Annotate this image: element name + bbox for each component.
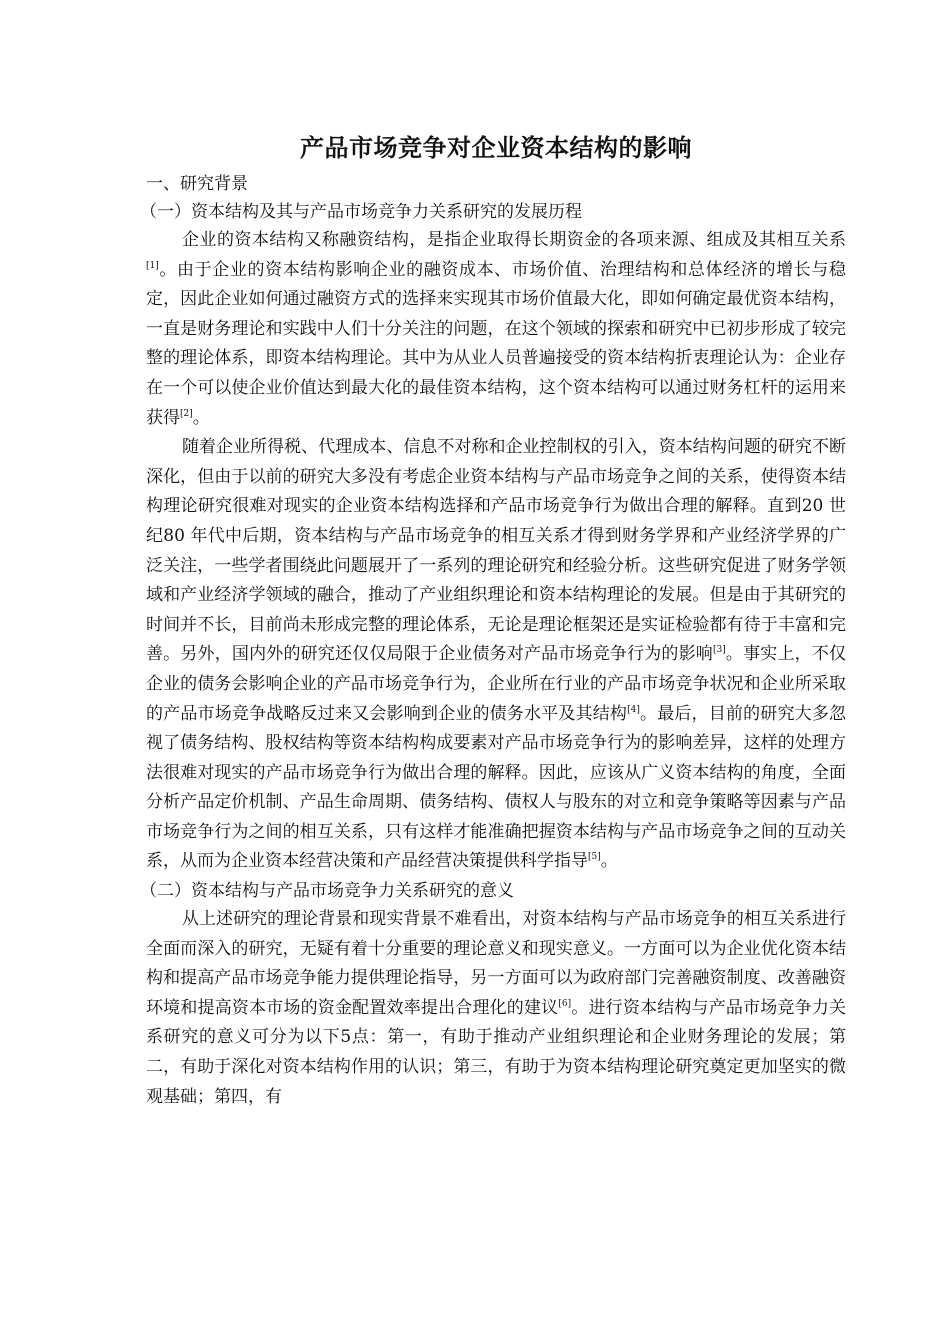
paragraph-capital-structure-definition [146, 226, 846, 433]
paragraph-text: 从上述研究的理论背景和现实背景不难看出，对资本结构与产品市场竞争的相互关系进行全面而深入的研究，无疑有着十分重要的理论意义和现实意义。一方面可以为企业优化资本结构和提高产品市场竞争能力提供理论指导，另一方面可以为政府部门完善融资制度、改善融资环境和提高资本市场的资金配置效率提出合理化的建议 [146, 909, 846, 1018]
citation-ref-3: [3] [712, 645, 726, 656]
paragraph-text: 。 [600, 851, 618, 872]
document-page [140, 128, 847, 1112]
document-title: 产品市场竞争对企业资本结构的影响 [300, 134, 692, 162]
paragraph-text: 随着企业所得税、代理成本、信息不对称和企业控制权的引入，资本结构问题的研究不断深化，但由于以前的研究大多没有考虑企业资本结构与产品市场竞争之间的关系，使得资本结构理论研究很难对现实的企业资本结构选择和产品市场竞争行为做出合理的解释。直到20 世纪80 年代中后期，资本结构与产品市场竞争的相互关系才得到财务学界和产业经济学界的广泛关注，一些学者围绕此问题展开了一系列的理论研究和经验分析。这些研究促进了财务学领域和产业经济学领域的融合，推动了产业组织理论和资本结构理论的发展。但是由于其研究的时间并不长，目前尚未形成完整的理论体系，无论是理论框架还是实证检验都有待于丰富和完善。另外，国内外的研究还仅仅局限于企业债务对产品市场竞争行为的影响 [146, 437, 846, 665]
citation-ref-6: [6] [558, 998, 572, 1009]
paragraph-text: 。进行资本结构与产品市场竞争力关系研究的意义可分为以下5点：第一，有助于推动产业组织理论和企业财务理论的发展；第二，有助于深化对资本结构作用的认识；第三，有助于为资本结构理论研究奠定更加坚实的微观基础；第四，有 [146, 997, 847, 1107]
paragraph-research-deepening [146, 433, 846, 877]
paragraph-research-significance [146, 905, 846, 1112]
subsection-heading-significance: （二）资本结构与产品市场竞争力关系研究的意义 [140, 881, 514, 902]
citation-ref-1: [1] [146, 260, 159, 271]
paragraph-text: 。最后，目前的研究大多忽视了债务结构、股权结构等资本结构构成要素对产品市场竞争行为的影响差异，这样的处理方法很难对现实的产品市场竞争行为做出合理的解释。因此，应该从广义资本结构的角度，全面分析产品定价机制、产品生命周期、债务结构、债权人与股东的对立和竞争策略等因素与产品市场竞争行为之间的相互关系，只有这样才能准确把握资本结构与产品市场竞争之间的互动关系，从而为企业资本经营决策和产品经营决策提供科学指导 [146, 703, 847, 872]
citation-ref-2: [2] [180, 408, 193, 419]
citation-ref-4: [4] [627, 704, 640, 715]
subsection-heading-development-history: （一）资本结构及其与产品市场竞争力关系研究的发展历程 [140, 202, 582, 222]
paragraph-text: 企业的资本结构又称融资结构，是指企业取得长期资金的各项来源、组成及其相互关系 [182, 230, 846, 250]
paragraph-text: 。 [192, 407, 210, 428]
citation-ref-5: [5] [588, 852, 601, 863]
paragraph-text: 。由于企业的资本结构影响企业的融资成本、市场价值、治理结构和总体经济的增长与稳定，因此企业如何通过融资方式的选择来实现其市场价值最大化，即如何确定最优资本结构，一直是财务理论和实践中人们十分关注的问题，在这个领域的探索和研究中已初步形成了较完整的理论体系，即资本结构理论。其中为从业人员普遍接受的资本结构折衷理论认为：企业存在一个可以使企业价值达到最大化的最佳资本结构，这个资本结构可以通过财务杠杆的运用来获得 [146, 259, 846, 428]
section-heading-research-background: 一、研究背景 [146, 174, 248, 194]
paragraph-text: 。事实上，不仅企业的债务会影响企业的产品市场竞争行为，企业所在行业的产品市场竞争状况和企业所采取的产品市场竞争战略反过来又会影响到企业的债务水平及其结构 [146, 644, 847, 724]
